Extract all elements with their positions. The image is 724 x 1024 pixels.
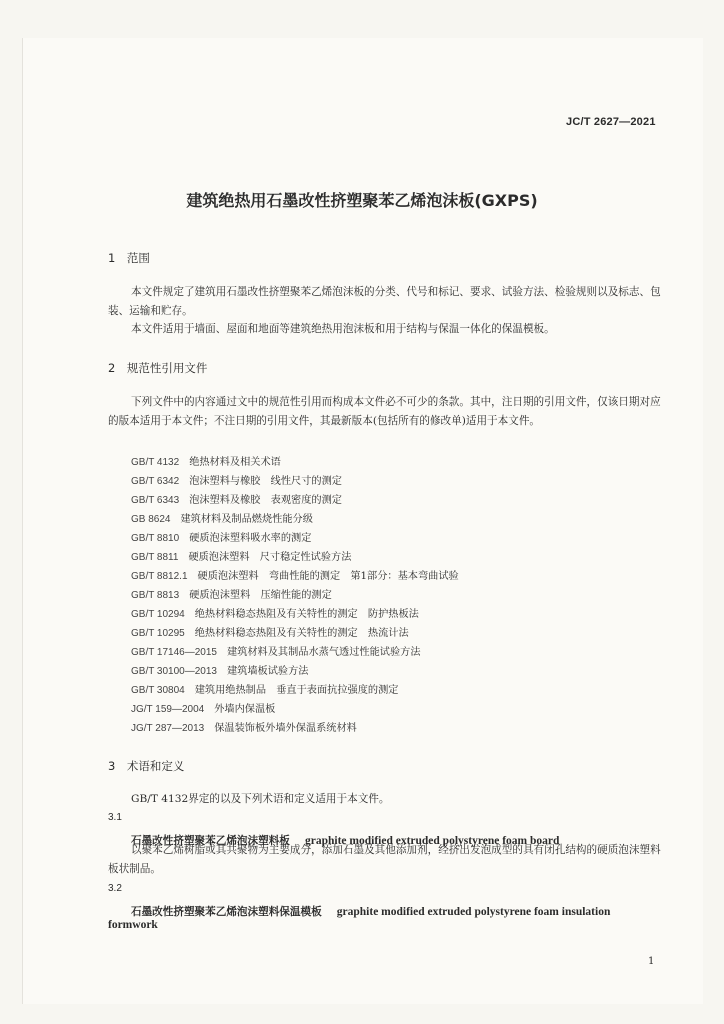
term-number: 3.2 [108, 883, 122, 894]
reference-item: GB/T 30100—2013 建筑墙板试验方法 [131, 666, 309, 677]
standard-code: JC/T 2627—2021 [566, 116, 656, 128]
reference-item: GB/T 17146—2015 建筑材料及其制品水蒸气透过性能试验方法 [131, 647, 421, 658]
term-cn: 石墨改性挤塑聚苯乙烯泡沫塑料保温模板 [131, 906, 322, 918]
document-title: 建筑绝热用石墨改性挤塑聚苯乙烯泡沫板(GXPS) [186, 191, 538, 210]
reference-item: GB/T 30804 建筑用绝热制品 垂直于表面抗拉强度的测定 [131, 685, 399, 696]
term-en: graphite modified extruded polystyrene foam insulation [336, 906, 611, 918]
reference-item: GB/T 4132 绝热材料及相关术语 [131, 457, 281, 468]
page-number: 1 [648, 956, 655, 967]
reference-item: GB/T 6343 泡沫塑料及橡胶 表观密度的测定 [131, 495, 342, 506]
reference-item: GB/T 6342 泡沫塑料与橡胶 线性尺寸的测定 [131, 476, 342, 487]
term-number: 3.1 [108, 812, 122, 823]
section-2-heading: 2 规范性引用文件 [108, 361, 208, 375]
term-en-continuation: formwork [108, 919, 158, 931]
section-3-heading: 3 术语和定义 [108, 759, 185, 773]
reference-item: GB/T 8811 硬质泡沫塑料 尺寸稳定性试验方法 [131, 552, 352, 563]
reference-item: GB/T 8810 硬质泡沫塑料吸水率的测定 [131, 533, 312, 544]
reference-item: GB/T 8812.1 硬质泡沫塑料 弯曲性能的测定 第1部分：基本弯曲试验 [131, 571, 459, 582]
section-3-intro: GB/T 4132界定的以及下列术语和定义适用于本文件。 [131, 793, 390, 805]
term-cn: 石墨改性挤塑聚苯乙烯泡沫塑料板 [131, 835, 290, 847]
reference-item: GB 8624 建筑材料及制品燃烧性能分级 [131, 514, 313, 525]
term-en: graphite modified extruded polystyrene foam board [305, 835, 560, 847]
reference-item: JG/T 287—2013 保温装饰板外墙外保温系统材料 [131, 723, 357, 734]
term-definition: 以聚苯乙烯树脂或其共聚物为主要成分，添加石墨及其他添加剂，经挤出发泡成型的具有闭孔结构的硬质泡沫塑料板状制品。 [108, 844, 661, 875]
reference-item: JG/T 159—2004 外墙内保温板 [131, 704, 276, 715]
reference-item: GB/T 8813 硬质泡沫塑料 压缩性能的测定 [131, 590, 332, 601]
reference-item: GB/T 10294 绝热材料稳态热阻及有关特性的测定 防护热板法 [131, 609, 419, 620]
term-heading [131, 900, 610, 919]
section-1-heading: 1 范围 [108, 251, 150, 265]
reference-item: GB/T 10295 绝热材料稳态热阻及有关特性的测定 热流计法 [131, 628, 409, 639]
section-2-intro: 下列文件中的内容通过文中的规范性引用而构成本文件必不可少的条款。其中，注日期的引用文件，仅该日期对应的版本适用于本文件；不注日期的引用文件，其最新版本(包括所有的修改单)适用于本文件。 [108, 396, 661, 427]
section-1-paragraph-2: 本文件适用于墙面、屋面和地面等建筑绝热用泡沫板和用于结构与保温一体化的保温模板。 [131, 323, 555, 335]
section-1-paragraph-1: 本文件规定了建筑用石墨改性挤塑聚苯乙烯泡沫板的分类、代号和标记、要求、试验方法、检验规则以及标志、包装、运输和贮存。 [108, 286, 661, 317]
